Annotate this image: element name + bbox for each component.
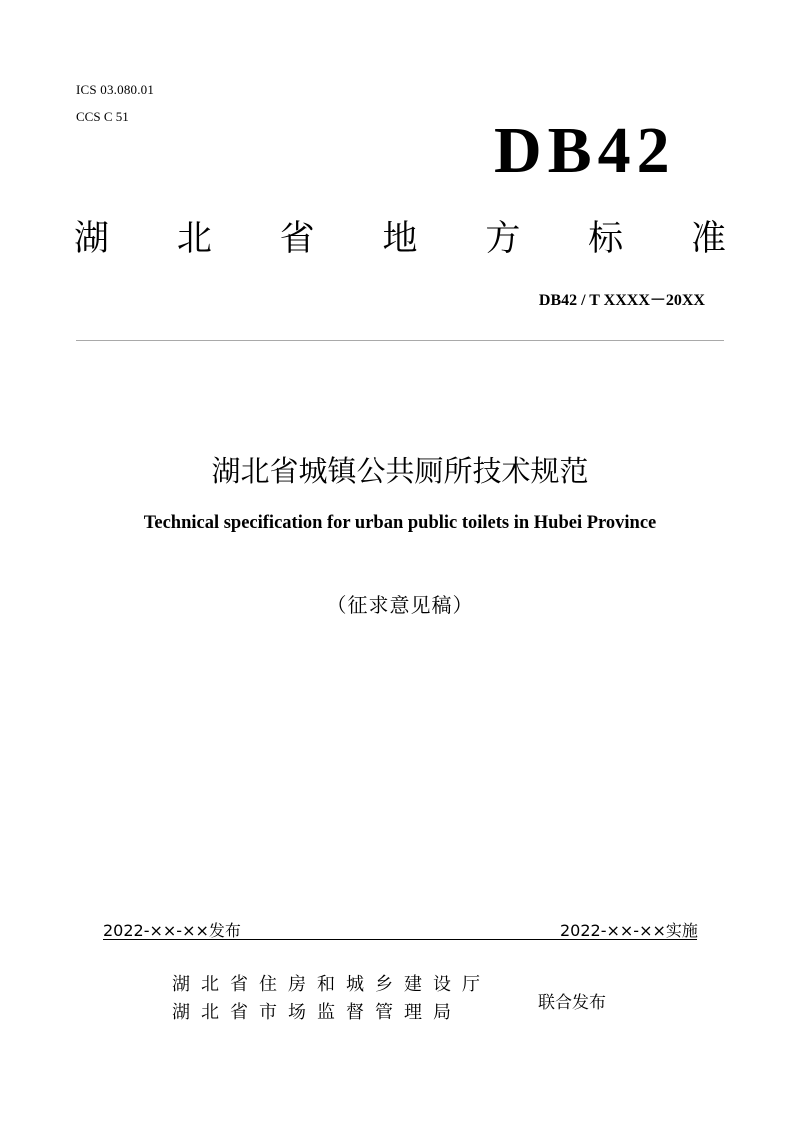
implementation-date: 2022-××-××实施 (560, 921, 698, 940)
standard-type-char: 准 (690, 219, 726, 259)
standard-type-heading (74, 216, 726, 262)
ics-code: ICS 03.080.01 (76, 82, 155, 97)
draft-label: （征求意见稿） (326, 593, 474, 617)
header-divider (76, 340, 724, 341)
standard-type-char: 省 (279, 219, 315, 259)
standard-type-char: 地 (382, 219, 418, 259)
ccs-code: CCS C 51 (76, 109, 129, 124)
standard-type-char: 湖 (74, 219, 110, 259)
standard-type-char: 方 (485, 219, 521, 259)
issue-date: 2022-××-××发布 (103, 921, 241, 940)
issuer-department: 湖北省住房和城乡建设厅 (172, 974, 491, 995)
document-title-cn: 湖北省城镇公共厕所技术规范 (211, 454, 589, 488)
db42-logo: DB42 (494, 114, 676, 187)
issuer-department: 湖北省市场监督管理局 (172, 1002, 462, 1023)
document-title-en: Technical specification for urban public toilets in Hubei Province (143, 513, 657, 533)
standard-code: DB42 / T XXXX－20XX (538, 292, 705, 309)
standard-type-char: 标 (588, 219, 624, 259)
standard-type-char: 北 (176, 219, 212, 259)
footer-divider (103, 939, 697, 940)
joint-issue-label: 联合发布 (538, 993, 606, 1013)
